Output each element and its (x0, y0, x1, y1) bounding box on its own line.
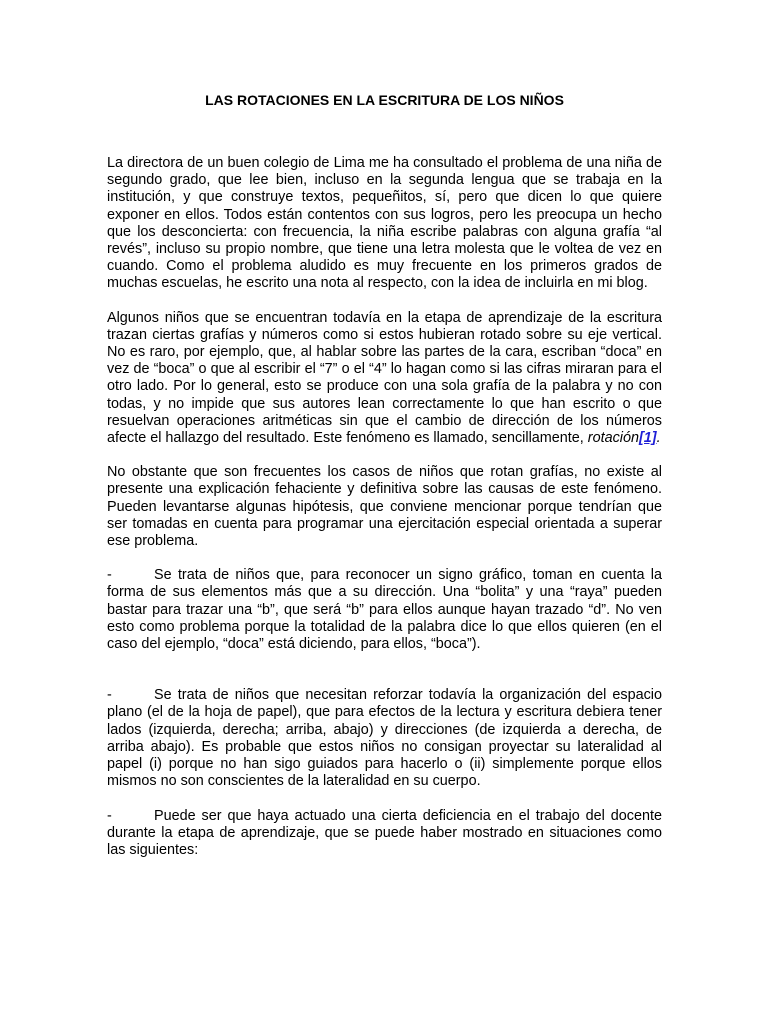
bullet-text-3: Puede ser que haya actuado una cierta deficiencia en el trabajo del docente durante la etapa de aprendizaje, que se puede haber mostrado en situaciones como las siguientes: (107, 807, 662, 858)
rotation-term: rotación (587, 430, 639, 447)
document-body (107, 155, 662, 859)
paragraph-intro: La directora de un buen colegio de Lima me ha consultado el problema de una niña de segundo grado, que lee bien, incluso en la segunda lengua que se trabaja en la institución, y que construye textos, pequeñitos, sí, pero que dicen lo que quiere exponer en ellos. Todos están contentos con sus logros, pero les preocupa un hecho que los desconcierta: con frecuencia, la niña escribe palabras con alguna grafía “al revés”, incluso su propio nombre, que tiene una letra molesta que le voltea de vez en cuando. Como el problema aludido es muy frecuente en los primeros grados de muchas escuelas, he escrito una nota al respecto, con la idea de incluirla en mi blog. (107, 155, 662, 292)
footnote-link-1[interactable]: [1] (638, 430, 657, 447)
list-item (107, 687, 662, 790)
paragraph-rotation (107, 310, 662, 448)
list-item (107, 808, 662, 860)
list-item (107, 567, 662, 653)
paragraph-rotation-text: Algunos niños que se encuentran todavía en la etapa de aprendizaje de la escritura trazan ciertas grafías y números como si estos hubieran rotado sobre su eje vertical. No es raro, por ejemplo, que, al hablar sobre las partes de la cara, escriban “doca” en vez de “boca” o que al escribir el “7” o el “4” lo hagan como si las cifras miraran para el otro lado. Por lo general, esto se produce con una sola grafía de la palabra y no con todas, y no impide que sus autores lean correctamente lo que han escrito o que resuelvan operaciones aritméticas sin que el cambio de dirección de los números afecte el hallazgo del resultado. Este fenómeno es llamado, sencillamente, (107, 309, 662, 447)
bullet-marker: - (107, 687, 112, 704)
paragraph-hypotheses: No obstante que son frecuentes los casos de niños que rotan grafías, no existe al presente una explicación fehaciente y definitiva sobre las causas de este fenómeno. Pueden levantarse algunas hipótesis, que conviene mencionar porque tendrían que ser tomadas en cuenta para programar una ejercitación especial orientada a superar ese problema. (107, 464, 662, 550)
bullet-marker: - (107, 567, 112, 584)
bullet-text-2: Se trata de niños que necesitan reforzar todavía la organización del espacio plano (el de la hoja de papel), que para efectos de la lectura y escritura debiera tener lados (izquierda, derecha; arriba, abajo) y direcciones (de izquierda a derecha, de arriba abajo). Es probable que estos niños no consigan proyectar su lateralidad al papel (i) porque no han sigo guiados para hacerlo o (ii) simplemente porque ellos mismos no son conscientes de la lateralidad en su cuerpo. (107, 687, 662, 790)
bullet-marker: - (107, 807, 112, 824)
document-title: LAS ROTACIONES EN LA ESCRITURA DE LOS NIÑOS (205, 92, 564, 108)
paragraph-rotation-end: . (656, 430, 661, 447)
bullet-text-1: Se trata de niños que, para reconocer un signo gráfico, toman en cuenta la forma de sus elementos más que a su dirección. Una “bolita” y una “raya” pueden bastar para trazar una “b”, que será “b” para ellos aunque hayan trazado “d”. No ven esto como problema porque la totalidad de la palabra dice lo que ellos quieren (en el caso del ejemplo, “doca” está diciendo, para ellos, “boca”). (107, 567, 662, 653)
